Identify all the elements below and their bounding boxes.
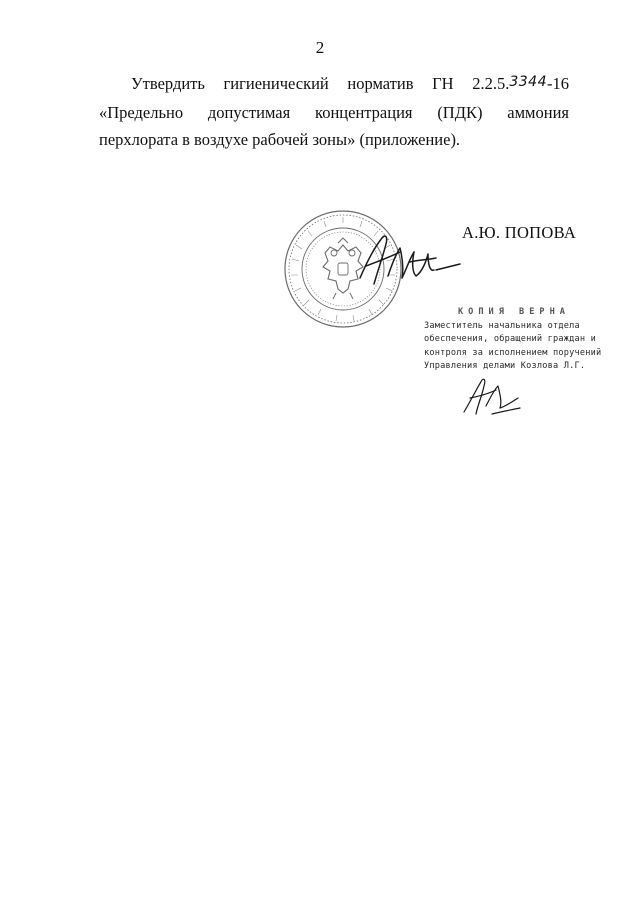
- signer-name: А.Ю. ПОПОВА: [462, 223, 577, 242]
- order-text-end: -16 «Предельно допустимая концентрация (ПДК) аммония перхлората в воздухе рабочей зоны» (приложение).: [99, 74, 569, 149]
- order-text: [99, 70, 569, 153]
- copy-stamp-line: контроля за исполнением поручений: [424, 347, 602, 358]
- copy-stamp-line: Управления делами Козлова Л.Г.: [424, 361, 586, 371]
- signature-icon: [352, 226, 472, 296]
- copy-stamp-line: Заместитель начальника отдела: [424, 320, 580, 331]
- copy-stamp-line: обеспечения, обращений граждан и: [424, 334, 596, 344]
- copy-certification-stamp: [424, 306, 602, 374]
- page-number: 2: [315, 38, 325, 57]
- order-paragraph: [99, 70, 569, 153]
- certifier-signature-icon: [458, 372, 528, 420]
- copy-stamp-title: КОПИЯ ВЕРНА: [458, 307, 570, 317]
- order-text-start: Утвердить гигиенический норматив ГН 2.2.5.: [131, 74, 510, 93]
- handwritten-number: 3344: [509, 74, 547, 90]
